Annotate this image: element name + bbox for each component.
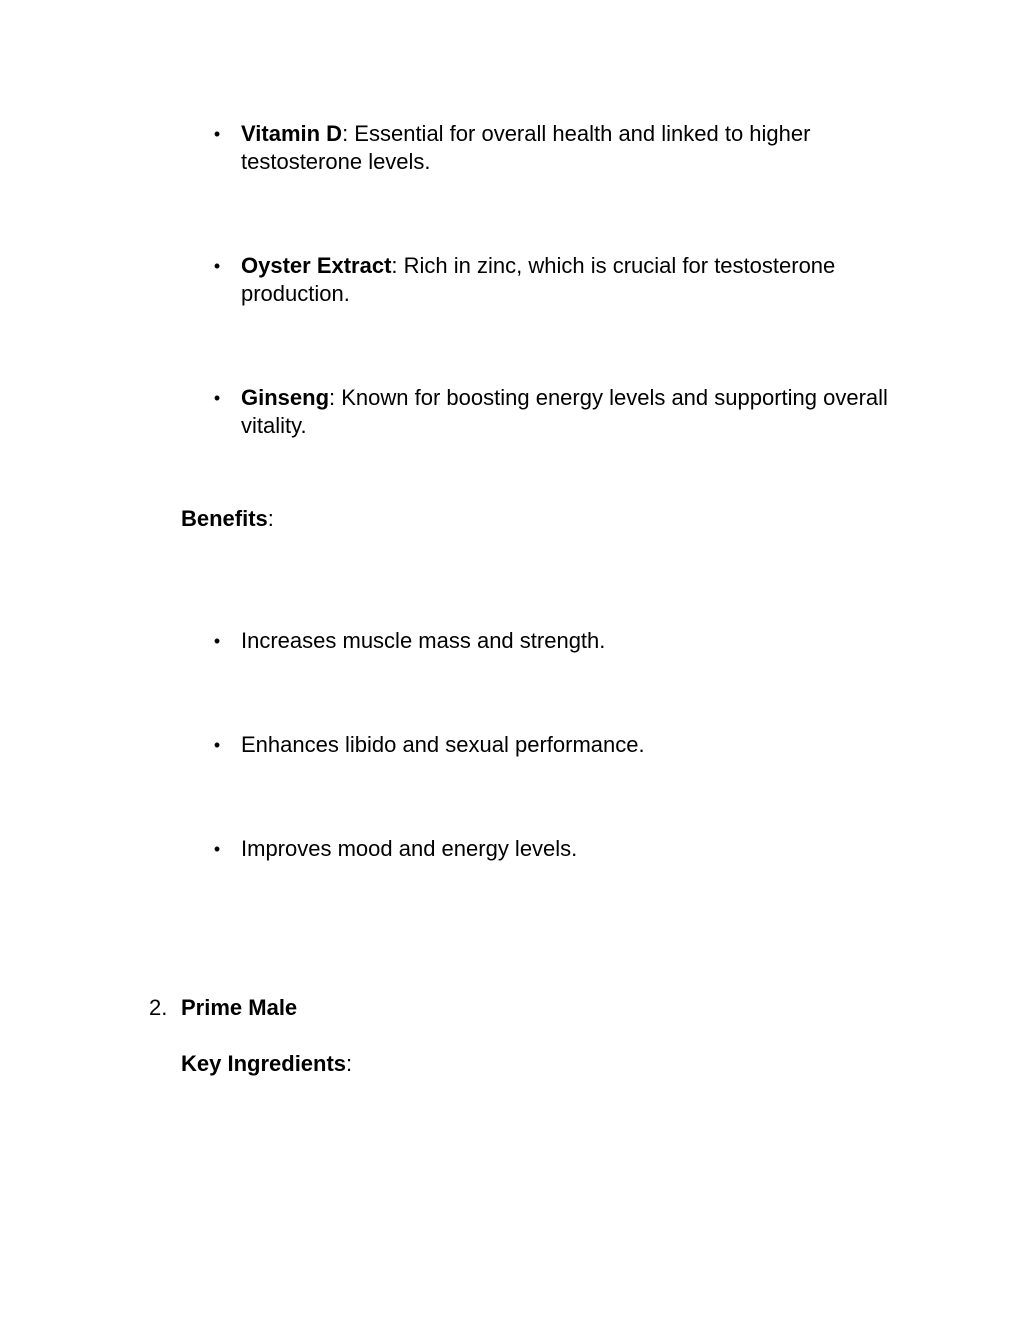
benefits-heading-colon: : xyxy=(267,506,274,531)
benefits-heading xyxy=(181,505,274,533)
benefit-text: Improves mood and energy levels. xyxy=(241,836,578,861)
key-ingredients-heading-label: Key Ingredients xyxy=(181,1051,347,1076)
bullet-icon: • xyxy=(213,388,221,408)
ingredient-description: Rich in zinc, which is crucial for testosterone production. xyxy=(241,253,836,306)
key-ingredients-heading-colon: : xyxy=(346,1051,353,1076)
bullet-icon: • xyxy=(213,256,221,276)
ingredient-item-vitamin-d xyxy=(213,120,921,176)
ingredient-item-ginseng xyxy=(213,384,921,440)
benefit-item xyxy=(213,835,921,863)
ingredient-description: Known for boosting energy levels and supporting overall vitality. xyxy=(241,385,888,438)
bullet-icon: • xyxy=(213,631,221,651)
key-ingredients-heading xyxy=(181,1050,352,1078)
bullet-icon: • xyxy=(213,124,221,144)
benefit-item xyxy=(213,627,921,655)
list-number: 2. xyxy=(149,995,168,1020)
benefit-text: Enhances libido and sexual performance. xyxy=(241,732,645,757)
product-title: Prime Male xyxy=(181,995,298,1020)
ingredient-separator: : xyxy=(329,385,336,410)
ingredient-term: Vitamin D xyxy=(241,121,343,146)
ingredient-description: Essential for overall health and linked to higher testosterone levels. xyxy=(241,121,811,174)
ingredient-term: Oyster Extract xyxy=(241,253,392,278)
benefits-heading-label: Benefits xyxy=(181,506,268,531)
ingredient-term: Ginseng xyxy=(241,385,330,410)
benefit-item xyxy=(213,731,921,759)
benefit-text: Increases muscle mass and strength. xyxy=(241,628,606,653)
ingredient-separator: : xyxy=(391,253,398,278)
bullet-icon: • xyxy=(213,735,221,755)
bullet-icon: • xyxy=(213,839,221,859)
product-list-item xyxy=(149,994,298,1022)
ingredient-separator: : xyxy=(342,121,349,146)
ingredient-item-oyster-extract xyxy=(213,252,921,308)
